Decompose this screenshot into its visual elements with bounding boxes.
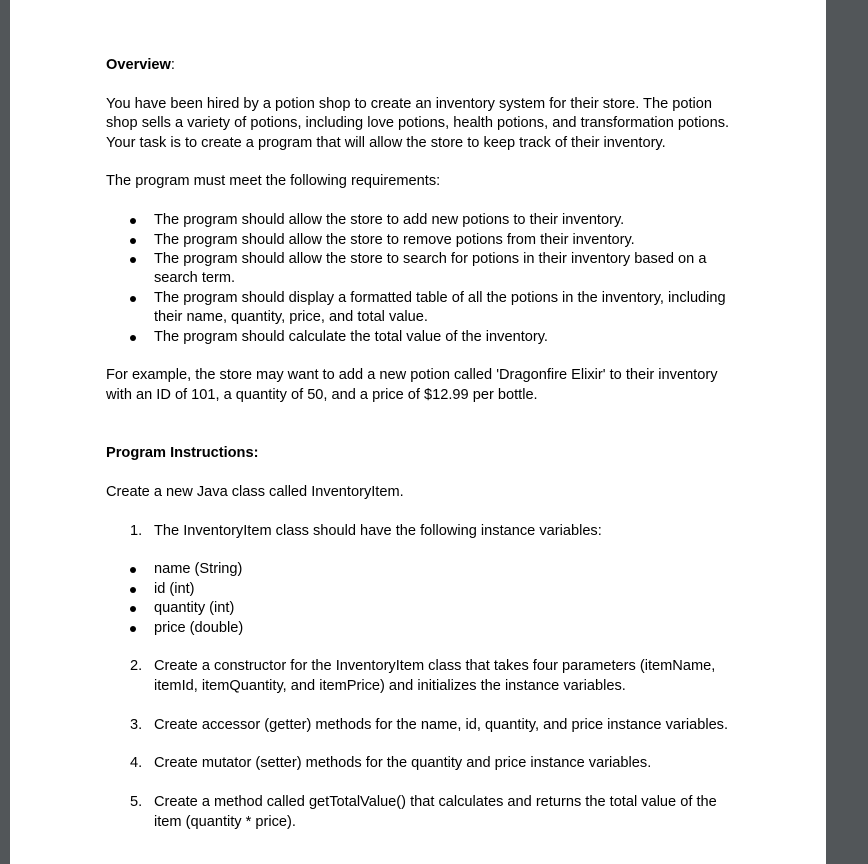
bullet-icon [130,606,136,612]
steps-list [106,657,746,832]
list-item: id (int) [106,580,746,599]
list-item [106,522,746,541]
step-number: 4. [130,755,143,772]
list-item: price (double) [106,619,746,638]
step-text: Create a method called getTotalValue() that calculates and returns the total value of the item (quantity * price). [154,794,717,830]
viewer-background-left [0,0,10,864]
list-item: The program should allow the store to remove potions from their inventory. [106,231,746,250]
list-item: quantity (int) [106,599,746,618]
list-item: The program should display a formatted table of all the potions in the inventory, including their name, quantity, price, and total value. [106,289,746,328]
step-text: Create a constructor for the InventoryItem class that takes four parameters (itemName, itemId, itemQuantity, and itemPrice) and initializes the instance variables. [154,658,716,694]
example-paragraph: For example, the store may want to add a new potion called 'Dragonfire Elixir' to their inventory with an ID of 101, a quantity of 50, and a price of $12.99 per bottle. [106,367,718,403]
step-number: 3. [130,716,143,733]
requirements-list [106,211,746,347]
overview-heading: Overview [106,57,171,73]
list-item: The program should allow the store to add new potions to their inventory. [106,211,746,230]
bullet-icon [130,238,136,244]
list-item: The program should calculate the total value of the inventory. [106,328,746,347]
bullet-icon [130,587,136,593]
bullet-icon [130,567,136,573]
step-1-list [106,522,746,541]
instructions-heading: Program Instructions: [106,445,259,462]
list-item: The program should allow the store to search for potions in their inventory based on a search term. [106,250,746,289]
overview-heading-line [106,56,746,75]
step-number: 2. [130,658,143,675]
list-item [106,793,746,832]
bullet-icon [130,257,136,263]
list-item [106,657,746,696]
step-text: The InventoryItem class should have the following instance variables: [154,522,602,539]
requirements-lead: The program must meet the following requirements: [106,173,441,190]
step-number: 5. [130,794,143,811]
instance-variables-list [106,560,746,638]
instructions-lead: Create a new Java class called InventoryItem. [106,483,404,500]
list-item [106,754,746,773]
list-item [106,716,746,735]
bullet-icon [130,335,136,341]
viewer-scrollbar-area[interactable] [826,0,868,864]
bullet-icon [130,218,136,224]
bullet-icon [130,296,136,302]
document-page [10,0,826,864]
step-text: Create mutator (setter) methods for the quantity and price instance variables. [154,755,652,772]
step-text: Create accessor (getter) methods for the name, id, quantity, and price instance variables. [154,716,729,733]
document-content [106,56,746,832]
list-item: name (String) [106,560,746,579]
overview-heading-colon: : [170,57,175,73]
step-number: 1. [130,522,143,539]
bullet-icon [130,626,136,632]
overview-intro: You have been hired by a potion shop to create an inventory system for their store. The potion shop sells a variety of potions, including love potions, health potions, and transformation potions. Your task is to create a program that will allow the store to keep track of their inventory. [106,95,730,151]
